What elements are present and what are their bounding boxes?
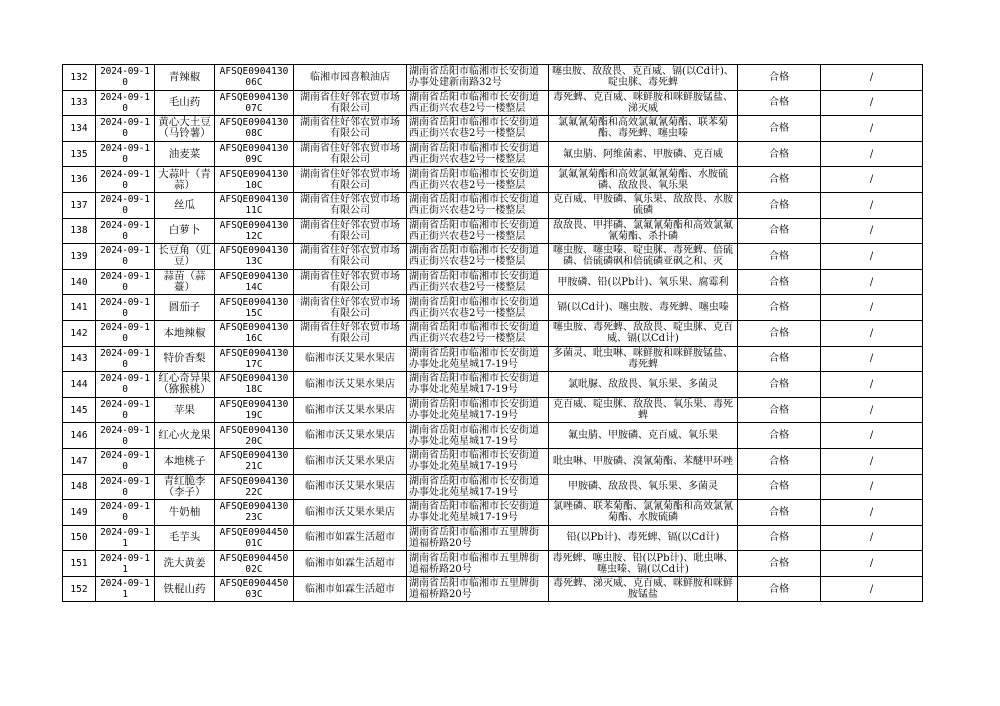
test-result: 合格	[738, 295, 821, 321]
test-result: 合格	[738, 116, 821, 142]
remark: /	[821, 320, 923, 346]
table-body	[63, 65, 923, 602]
test-items: 甲胺磷、铅(以Pb计)、氧乐果、腐霉利	[549, 269, 738, 295]
test-result: 合格	[738, 192, 821, 218]
sampling-date: 2024-09-10	[96, 116, 155, 142]
test-items: 氯氟氰菊酯和高效氯氟氰菊酯、联苯菊酯、毒死蜱、噻虫嗪	[549, 116, 738, 142]
row-number: 150	[63, 525, 96, 551]
sampling-date: 2024-09-11	[96, 525, 155, 551]
sample-code: AFSQE090413012C	[215, 218, 294, 244]
sampling-date: 2024-09-10	[96, 192, 155, 218]
seller-name: 临湘市沃艾果水果店	[294, 500, 407, 526]
sample-name: 蒜苗（蒜薹）	[155, 269, 215, 295]
test-result: 合格	[738, 397, 821, 423]
test-items: 克百威、甲胺磷、氧乐果、敌敌畏、水胺硫磷	[549, 192, 738, 218]
test-result: 合格	[738, 244, 821, 270]
test-result: 合格	[738, 372, 821, 398]
sample-code: AFSQE090413008C	[215, 116, 294, 142]
sampling-date: 2024-09-10	[96, 167, 155, 193]
remark: /	[821, 474, 923, 500]
remark: /	[821, 448, 923, 474]
sample-code: AFSQE090413009C	[215, 141, 294, 167]
row-number: 149	[63, 500, 96, 526]
sampling-date: 2024-09-10	[96, 474, 155, 500]
table-row	[63, 116, 923, 142]
table-row	[63, 141, 923, 167]
sample-code: AFSQE090445003C	[215, 576, 294, 602]
sample-code: AFSQE090413014C	[215, 269, 294, 295]
sampling-date: 2024-09-10	[96, 218, 155, 244]
sample-code: AFSQE090413021C	[215, 448, 294, 474]
sample-code: AFSQE090413016C	[215, 320, 294, 346]
sampling-date: 2024-09-10	[96, 372, 155, 398]
table-row	[63, 90, 923, 116]
test-items: 氯氟氰菊酯和高效氯氟氰菊酯、水胺硫磷、敌敌畏、氧乐果	[549, 167, 738, 193]
remark: /	[821, 397, 923, 423]
test-items: 噻虫胺、噻虫嗪、啶虫脒、毒死蜱、倍硫磷、倍硫磷砜和倍硫磷亚砜之和、灭	[549, 244, 738, 270]
table-row	[63, 295, 923, 321]
remark: /	[821, 500, 923, 526]
table-row	[63, 320, 923, 346]
test-result: 合格	[738, 320, 821, 346]
table-row	[63, 474, 923, 500]
test-items: 铅(以Pb计)、毒死蜱、镉(以Cd计)	[549, 525, 738, 551]
remark: /	[821, 576, 923, 602]
remark: /	[821, 65, 923, 91]
remark: /	[821, 116, 923, 142]
seller-address: 湖南省岳阳市临湘市长安街道办事处北苑星城17-19号	[407, 397, 549, 423]
sampling-date: 2024-09-10	[96, 448, 155, 474]
table-row	[63, 423, 923, 449]
inspection-results-table	[62, 64, 923, 602]
table-row	[63, 167, 923, 193]
sampling-date: 2024-09-10	[96, 397, 155, 423]
sampling-date: 2024-09-10	[96, 90, 155, 116]
table-row	[63, 500, 923, 526]
seller-name: 临湘市沃艾果水果店	[294, 397, 407, 423]
seller-name: 湖南省住好邻农贸市场有限公司	[294, 90, 407, 116]
test-result: 合格	[738, 423, 821, 449]
table-row	[63, 192, 923, 218]
table-row	[63, 269, 923, 295]
row-number: 137	[63, 192, 96, 218]
seller-address: 湖南省岳阳市临湘市长安街道办事处北苑星城17-19号	[407, 474, 549, 500]
row-number: 144	[63, 372, 96, 398]
seller-name: 湖南省住好邻农贸市场有限公司	[294, 192, 407, 218]
remark: /	[821, 551, 923, 577]
test-items: 氟虫腈、阿维菌素、甲胺磷、克百威	[549, 141, 738, 167]
row-number: 138	[63, 218, 96, 244]
test-result: 合格	[738, 448, 821, 474]
seller-name: 湖南省住好邻农贸市场有限公司	[294, 269, 407, 295]
sampling-date: 2024-09-10	[96, 269, 155, 295]
test-result: 合格	[738, 141, 821, 167]
test-result: 合格	[738, 551, 821, 577]
sample-code: AFSQE090413023C	[215, 500, 294, 526]
sampling-date: 2024-09-10	[96, 500, 155, 526]
table-row	[63, 244, 923, 270]
test-items: 噻虫胺、毒死蜱、敌敌畏、啶虫脒、克百威、镉(以Cd计)	[549, 320, 738, 346]
seller-name: 湖南省住好邻农贸市场有限公司	[294, 167, 407, 193]
test-items: 克百威、啶虫脒、敌敌畏、氧乐果、毒死蜱	[549, 397, 738, 423]
sample-name: 红心火龙果	[155, 423, 215, 449]
sample-code: AFSQE090413022C	[215, 474, 294, 500]
seller-name: 临湘市沃艾果水果店	[294, 448, 407, 474]
row-number: 147	[63, 448, 96, 474]
row-number: 135	[63, 141, 96, 167]
row-number: 142	[63, 320, 96, 346]
remark: /	[821, 423, 923, 449]
sample-name: 红心奇异果（猕猴桃）	[155, 372, 215, 398]
table-row	[63, 576, 923, 602]
test-items: 毒死蜱、涕灭威、克百威、咪鲜胺和咪鲜胺锰盐	[549, 576, 738, 602]
remark: /	[821, 525, 923, 551]
row-number: 143	[63, 346, 96, 372]
seller-address: 湖南省岳阳市临湘市长安街道西正街兴农巷2号一楼整层	[407, 192, 549, 218]
sample-name: 毛山药	[155, 90, 215, 116]
sampling-date: 2024-09-11	[96, 576, 155, 602]
test-result: 合格	[738, 474, 821, 500]
row-number: 133	[63, 90, 96, 116]
sample-code: AFSQE090413020C	[215, 423, 294, 449]
table-row	[63, 346, 923, 372]
sampling-date: 2024-09-10	[96, 295, 155, 321]
test-result: 合格	[738, 90, 821, 116]
table-row	[63, 551, 923, 577]
remark: /	[821, 167, 923, 193]
sampling-date: 2024-09-10	[96, 141, 155, 167]
sample-code: AFSQE090413019C	[215, 397, 294, 423]
seller-address: 湖南省岳阳市临湘市长安街道办事处北苑星城17-19号	[407, 423, 549, 449]
sample-name: 特价香梨	[155, 346, 215, 372]
seller-address: 湖南省岳阳市临湘市五里牌街道福桥路20号	[407, 525, 549, 551]
remark: /	[821, 372, 923, 398]
test-result: 合格	[738, 167, 821, 193]
sample-code: AFSQE090445002C	[215, 551, 294, 577]
sample-name: 油麦菜	[155, 141, 215, 167]
row-number: 145	[63, 397, 96, 423]
row-number: 141	[63, 295, 96, 321]
remark: /	[821, 269, 923, 295]
test-items: 多菌灵、吡虫啉、咪鲜胺和咪鲜胺锰盐、毒死蜱	[549, 346, 738, 372]
sampling-date: 2024-09-10	[96, 320, 155, 346]
seller-address: 湖南省岳阳市临湘市长安街道西正街兴农巷2号一楼整层	[407, 320, 549, 346]
seller-address: 湖南省岳阳市临湘市长安街道西正街兴农巷2号一楼整层	[407, 90, 549, 116]
sample-name: 牛奶柚	[155, 500, 215, 526]
seller-address: 湖南省岳阳市临湘市长安街道办事处北苑星城17-19号	[407, 448, 549, 474]
seller-address: 湖南省岳阳市临湘市长安街道办事处北苑星城17-19号	[407, 500, 549, 526]
test-result: 合格	[738, 346, 821, 372]
test-items: 敌敌畏、甲拌磷、氯氟氰菊酯和高效氯氟氰菊酯、杀扑磷	[549, 218, 738, 244]
row-number: 132	[63, 65, 96, 91]
sampling-date: 2024-09-10	[96, 346, 155, 372]
row-number: 148	[63, 474, 96, 500]
sample-name: 毛芋头	[155, 525, 215, 551]
sample-name: 洗大黄姜	[155, 551, 215, 577]
sample-code: AFSQE090413013C	[215, 244, 294, 270]
test-items: 毒死蜱、噻虫胺、铅(以Pb计)、吡虫啉、噻虫嗪、镉(以Cd计)	[549, 551, 738, 577]
remark: /	[821, 141, 923, 167]
seller-name: 临湘市如霖生活超市	[294, 525, 407, 551]
sample-name: 黄心大土豆（马铃薯）	[155, 116, 215, 142]
sample-code: AFSQE090413015C	[215, 295, 294, 321]
test-items: 氯唑磷、联苯菊酯、氯氰菊酯和高效氯氰菊酯、水胺硫磷	[549, 500, 738, 526]
seller-name: 湖南省住好邻农贸市场有限公司	[294, 295, 407, 321]
remark: /	[821, 90, 923, 116]
sampling-date: 2024-09-10	[96, 423, 155, 449]
seller-name: 临湘市如霖生活超市	[294, 551, 407, 577]
seller-address: 湖南省岳阳市临湘市长安街道办事处北苑星城17-19号	[407, 372, 549, 398]
sample-code: AFSQE090413006C	[215, 65, 294, 91]
sample-name: 本地辣椒	[155, 320, 215, 346]
seller-address: 湖南省岳阳市临湘市五里牌街道福桥路20号	[407, 551, 549, 577]
seller-name: 临湘市沃艾果水果店	[294, 346, 407, 372]
table-row	[63, 372, 923, 398]
test-items: 镉(以Cd计)、噻虫胺、毒死蜱、噻虫嗪	[549, 295, 738, 321]
sample-code: AFSQE090413011C	[215, 192, 294, 218]
seller-address: 湖南省岳阳市临湘市长安街道西正街兴农巷2号一楼整层	[407, 218, 549, 244]
row-number: 151	[63, 551, 96, 577]
table-row	[63, 397, 923, 423]
seller-address: 湖南省岳阳市临湘市长安街道西正街兴农巷2号一楼整层	[407, 167, 549, 193]
row-number: 140	[63, 269, 96, 295]
sample-name: 铁棍山药	[155, 576, 215, 602]
sample-name: 本地桃子	[155, 448, 215, 474]
test-items: 氯吡脲、敌敌畏、氧乐果、多菌灵	[549, 372, 738, 398]
table-row	[63, 65, 923, 91]
sample-name: 圆茄子	[155, 295, 215, 321]
sample-code: AFSQE090413010C	[215, 167, 294, 193]
table-row	[63, 525, 923, 551]
sample-code: AFSQE090413007C	[215, 90, 294, 116]
sample-code: AFSQE090413017C	[215, 346, 294, 372]
seller-address: 湖南省岳阳市临湘市五里牌街道福桥路20号	[407, 576, 549, 602]
seller-address: 湖南省岳阳市临湘市长安街道办事处北苑星城17-19号	[407, 346, 549, 372]
test-result: 合格	[738, 218, 821, 244]
seller-name: 湖南省住好邻农贸市场有限公司	[294, 244, 407, 270]
seller-name: 临湘市如霖生活超市	[294, 576, 407, 602]
seller-name: 湖南省住好邻农贸市场有限公司	[294, 218, 407, 244]
row-number: 134	[63, 116, 96, 142]
test-items: 氟虫腈、甲胺磷、克百威、氧乐果	[549, 423, 738, 449]
seller-address: 湖南省岳阳市临湘市长安街道西正街兴农巷2号一楼整层	[407, 295, 549, 321]
seller-name: 临湘市沃艾果水果店	[294, 372, 407, 398]
test-result: 合格	[738, 576, 821, 602]
remark: /	[821, 244, 923, 270]
remark: /	[821, 346, 923, 372]
sampling-date: 2024-09-11	[96, 551, 155, 577]
sample-name: 苹果	[155, 397, 215, 423]
sample-name: 大蒜叶（青蒜）	[155, 167, 215, 193]
seller-address: 湖南省岳阳市临湘市长安街道西正街兴农巷2号一楼整层	[407, 141, 549, 167]
test-result: 合格	[738, 525, 821, 551]
row-number: 136	[63, 167, 96, 193]
seller-name: 临湘市沃艾果水果店	[294, 474, 407, 500]
test-items: 吡虫啉、甲胺磷、溴氰菊酯、苯醚甲环唑	[549, 448, 738, 474]
sample-name: 青红脆李（李子）	[155, 474, 215, 500]
test-items: 甲胺磷、敌敌畏、氧乐果、多菌灵	[549, 474, 738, 500]
row-number: 146	[63, 423, 96, 449]
remark: /	[821, 192, 923, 218]
seller-name: 临湘市沃艾果水果店	[294, 423, 407, 449]
row-number: 139	[63, 244, 96, 270]
sample-name: 白萝卜	[155, 218, 215, 244]
sample-code: AFSQE090413018C	[215, 372, 294, 398]
sample-name: 丝瓜	[155, 192, 215, 218]
table-row	[63, 218, 923, 244]
test-result: 合格	[738, 500, 821, 526]
sample-code: AFSQE090445001C	[215, 525, 294, 551]
sampling-date: 2024-09-10	[96, 65, 155, 91]
seller-name: 湖南省住好邻农贸市场有限公司	[294, 320, 407, 346]
test-result: 合格	[738, 269, 821, 295]
remark: /	[821, 295, 923, 321]
test-items: 毒死蜱、克百威、咪鲜胺和咪鲜胺锰盐、涕灭威	[549, 90, 738, 116]
remark: /	[821, 218, 923, 244]
seller-name: 湖南省住好邻农贸市场有限公司	[294, 116, 407, 142]
row-number: 152	[63, 576, 96, 602]
sampling-date: 2024-09-10	[96, 244, 155, 270]
seller-address: 湖南省岳阳市临湘市长安街道西正街兴农巷2号一楼整层	[407, 244, 549, 270]
seller-name: 临湘市园喜粮油店	[294, 65, 407, 91]
table-row	[63, 448, 923, 474]
seller-name: 湖南省住好邻农贸市场有限公司	[294, 141, 407, 167]
seller-address: 湖南省岳阳市临湘市长安街道西正街兴农巷2号一楼整层	[407, 116, 549, 142]
seller-address: 湖南省岳阳市临湘市长安街道西正街兴农巷2号一楼整层	[407, 269, 549, 295]
seller-address: 湖南省岳阳市临湘市长安街道办事处建新南路32号	[407, 65, 549, 91]
test-result: 合格	[738, 65, 821, 91]
sample-name: 青辣椒	[155, 65, 215, 91]
sample-name: 长豆角（豇豆）	[155, 244, 215, 270]
test-items: 噻虫胺、敌敌畏、克百威、镉(以Cd计)、啶虫脒、毒死蜱	[549, 65, 738, 91]
